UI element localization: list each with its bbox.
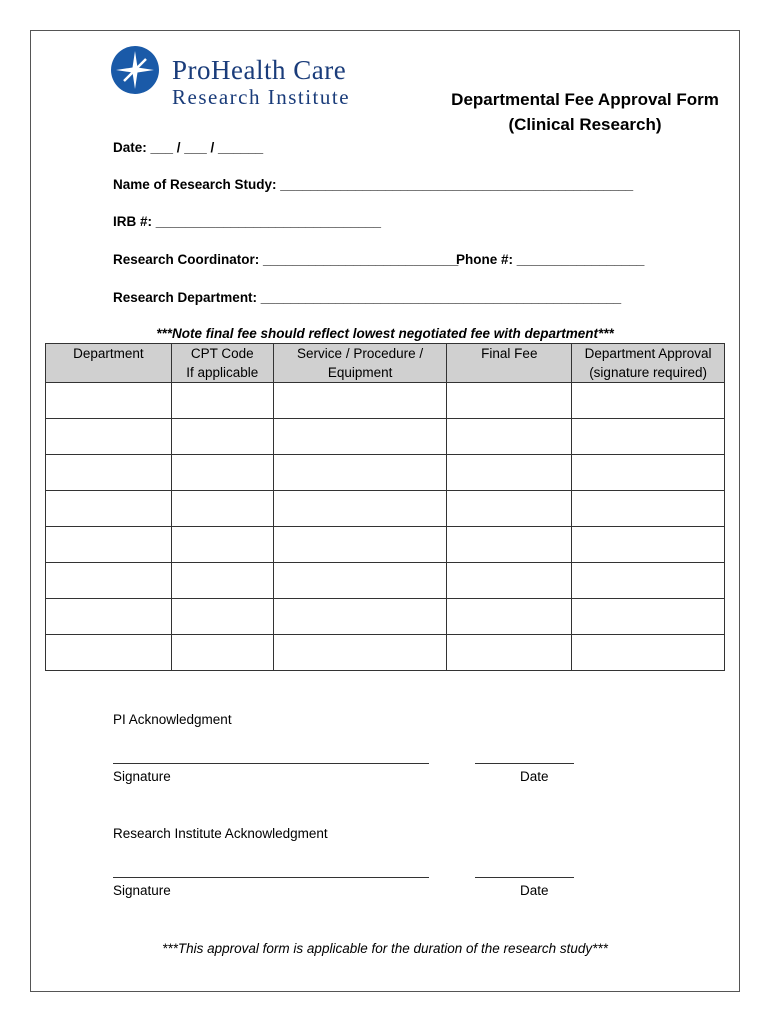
form-subtitle: (Clinical Research) (508, 115, 662, 134)
logo (110, 45, 410, 110)
header-dept-approval: Department Approval (signature required) (572, 344, 725, 383)
table-cell[interactable] (171, 563, 273, 599)
pi-signature-label: Signature (113, 769, 171, 784)
table-row (46, 635, 725, 671)
table-cell[interactable] (273, 635, 447, 671)
fee-note: ***Note final fee should reflect lowest negotiated fee with department*** (156, 326, 614, 341)
table-cell[interactable] (171, 419, 273, 455)
ri-date-line[interactable] (475, 877, 574, 878)
table-cell[interactable] (447, 635, 572, 671)
table-cell[interactable] (171, 491, 273, 527)
table-cell[interactable] (46, 635, 172, 671)
table-cell[interactable] (46, 491, 172, 527)
table-cell[interactable] (46, 383, 172, 419)
form-title: Departmental Fee Approval Form (451, 90, 719, 109)
header-final-fee: Final Fee (447, 344, 572, 383)
table-cell[interactable] (46, 527, 172, 563)
table-cell[interactable] (572, 599, 725, 635)
header-cpt-code: CPT Code If applicable (171, 344, 273, 383)
table-row (46, 599, 725, 635)
table-cell[interactable] (46, 455, 172, 491)
pi-ack-heading: PI Acknowledgment (113, 712, 232, 727)
table-row (46, 491, 725, 527)
table-cell[interactable] (447, 383, 572, 419)
table-header-row (46, 344, 725, 383)
pi-date-line[interactable] (475, 763, 574, 764)
phone-field[interactable]: Phone #: _________________ (456, 252, 645, 267)
table-cell[interactable] (46, 563, 172, 599)
table-cell[interactable] (447, 599, 572, 635)
table-cell[interactable] (572, 563, 725, 599)
table-cell[interactable] (447, 455, 572, 491)
table-cell[interactable] (572, 383, 725, 419)
table-cell[interactable] (46, 599, 172, 635)
table-cell[interactable] (572, 491, 725, 527)
pi-date-label: Date (520, 769, 549, 784)
logo-subtitle: Research Institute (172, 85, 351, 109)
department-field[interactable]: Research Department: ________________________________________________ (113, 290, 622, 305)
date-field[interactable]: Date: ___ / ___ / ______ (113, 140, 264, 155)
fee-table (45, 343, 725, 671)
table-cell[interactable] (273, 491, 447, 527)
table-cell[interactable] (171, 599, 273, 635)
ri-date-label: Date (520, 883, 549, 898)
ri-signature-label: Signature (113, 883, 171, 898)
table-cell[interactable] (273, 599, 447, 635)
coordinator-field[interactable]: Research Coordinator: __________________________ (113, 252, 459, 267)
table-cell[interactable] (572, 419, 725, 455)
table-row (46, 419, 725, 455)
table-row (46, 455, 725, 491)
table-cell[interactable] (273, 563, 447, 599)
table-cell[interactable] (46, 419, 172, 455)
ri-signature-line[interactable] (113, 877, 429, 878)
table-cell[interactable] (572, 527, 725, 563)
table-cell[interactable] (572, 635, 725, 671)
ri-ack-heading: Research Institute Acknowledgment (113, 826, 328, 841)
logo-name: ProHealth Care (172, 55, 347, 85)
star-cross-logo-icon (110, 45, 160, 95)
table-cell[interactable] (447, 419, 572, 455)
table-cell[interactable] (447, 563, 572, 599)
table-cell[interactable] (171, 383, 273, 419)
table-cell[interactable] (273, 455, 447, 491)
table-cell[interactable] (171, 527, 273, 563)
table-cell[interactable] (273, 383, 447, 419)
header-service: Service / Procedure / Equipment (273, 344, 447, 383)
footer-note: ***This approval form is applicable for the duration of the research study*** (162, 941, 608, 956)
table-row (46, 527, 725, 563)
table-cell[interactable] (447, 491, 572, 527)
table-row (46, 383, 725, 419)
table-cell[interactable] (572, 455, 725, 491)
table-row (46, 563, 725, 599)
table-cell[interactable] (171, 635, 273, 671)
table-cell[interactable] (273, 419, 447, 455)
pi-signature-line[interactable] (113, 763, 429, 764)
irb-field[interactable]: IRB #: ______________________________ (113, 214, 381, 229)
study-name-field[interactable]: Name of Research Study: _______________________________________________ (113, 177, 634, 192)
table-cell[interactable] (171, 455, 273, 491)
header-department: Department (46, 344, 172, 383)
table-cell[interactable] (447, 527, 572, 563)
table-cell[interactable] (273, 527, 447, 563)
